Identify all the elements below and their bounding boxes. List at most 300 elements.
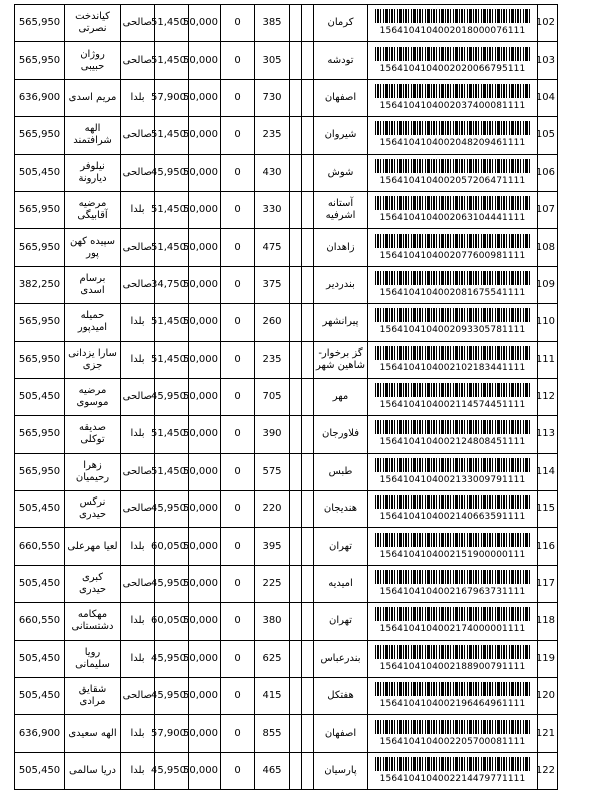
destination-city: اصفهان bbox=[314, 79, 368, 116]
tracking-code: 1564104104002214479771111 bbox=[379, 774, 526, 784]
empty-cell bbox=[290, 453, 302, 490]
zero-value: 0 bbox=[221, 678, 255, 715]
barcode-icon bbox=[375, 757, 531, 771]
weight-value: 225 bbox=[255, 565, 290, 602]
tracking-code: 1564104104002037400081111 bbox=[379, 100, 526, 111]
total-amount: 565,950 bbox=[15, 453, 65, 490]
barcode-cell bbox=[368, 603, 538, 640]
sender-name: بلدا bbox=[121, 640, 155, 677]
barcode-cell bbox=[368, 416, 538, 453]
total-amount: 565,950 bbox=[15, 191, 65, 228]
empty-cell bbox=[302, 416, 314, 453]
zero-value: 0 bbox=[221, 491, 255, 528]
recipient-name: کبری حیدری bbox=[65, 565, 121, 602]
empty-cell bbox=[290, 229, 302, 266]
recipient-name: برسام اسدی bbox=[65, 266, 121, 303]
empty-cell bbox=[290, 378, 302, 415]
total-amount: 636,900 bbox=[15, 79, 65, 116]
recipient-name: صدیقه توکلی bbox=[65, 416, 121, 453]
table-row bbox=[15, 117, 558, 154]
sender-name: صالحی bbox=[121, 678, 155, 715]
sender-name: صالحی bbox=[121, 42, 155, 79]
sender-name: بلدا bbox=[121, 603, 155, 640]
empty-cell bbox=[290, 640, 302, 677]
zero-value: 0 bbox=[221, 416, 255, 453]
barcode-icon bbox=[375, 495, 531, 509]
row-number: 103 bbox=[538, 42, 558, 79]
barcode-icon bbox=[375, 458, 531, 472]
table-row bbox=[15, 715, 558, 752]
base-fee: 50,000 bbox=[189, 491, 221, 528]
barcode-cell bbox=[368, 266, 538, 303]
table-body bbox=[15, 5, 558, 790]
base-fee: 50,000 bbox=[189, 715, 221, 752]
sender-name: صالحی bbox=[121, 5, 155, 42]
recipient-name: رویا سلیمانی bbox=[65, 640, 121, 677]
empty-cell bbox=[302, 528, 314, 565]
empty-cell bbox=[290, 341, 302, 378]
base-fee: 50,000 bbox=[189, 640, 221, 677]
destination-city: پیرانشهر bbox=[314, 304, 368, 341]
weight-value: 375 bbox=[255, 266, 290, 303]
sender-name: صالحی bbox=[121, 229, 155, 266]
destination-city: هفتکل bbox=[314, 678, 368, 715]
base-fee: 50,000 bbox=[189, 154, 221, 191]
tracking-code: 1564104104002133009791111 bbox=[379, 474, 526, 485]
empty-cell bbox=[290, 117, 302, 154]
empty-cell bbox=[290, 678, 302, 715]
total-amount: 505,450 bbox=[15, 678, 65, 715]
table-row bbox=[15, 453, 558, 490]
sender-name: صالحی bbox=[121, 565, 155, 602]
tracking-code: 1564104104002205700081111 bbox=[379, 736, 526, 747]
total-amount: 660,550 bbox=[15, 603, 65, 640]
zero-value: 0 bbox=[221, 603, 255, 640]
tracking-code: 1564104104002048209461111 bbox=[379, 138, 526, 149]
empty-cell bbox=[302, 304, 314, 341]
postage-amount: 51,450 bbox=[155, 42, 189, 79]
tracking-code: 1564104104002081675541111 bbox=[379, 287, 526, 298]
total-amount: 505,450 bbox=[15, 640, 65, 677]
table-row bbox=[15, 678, 558, 715]
empty-cell bbox=[302, 191, 314, 228]
weight-value: 385 bbox=[255, 5, 290, 42]
base-fee: 50,000 bbox=[189, 378, 221, 415]
weight-value: 305 bbox=[255, 42, 290, 79]
base-fee: 50,000 bbox=[189, 191, 221, 228]
recipient-name: مهکامه دشتستانی bbox=[65, 603, 121, 640]
zero-value: 0 bbox=[221, 715, 255, 752]
barcode-icon bbox=[375, 570, 531, 584]
empty-cell bbox=[290, 266, 302, 303]
sender-name: بلدا bbox=[121, 341, 155, 378]
sender-name: صالحی bbox=[121, 491, 155, 528]
postage-amount: 45,950 bbox=[155, 378, 189, 415]
base-fee: 50,000 bbox=[189, 266, 221, 303]
total-amount: 505,450 bbox=[15, 378, 65, 415]
empty-cell bbox=[302, 565, 314, 602]
empty-cell bbox=[302, 5, 314, 42]
sender-name: بلدا bbox=[121, 416, 155, 453]
destination-city: پارسیان bbox=[314, 752, 368, 789]
row-number: 119 bbox=[538, 640, 558, 677]
barcode-cell bbox=[368, 229, 538, 266]
empty-cell bbox=[302, 678, 314, 715]
destination-city: طبس bbox=[314, 453, 368, 490]
destination-city: مهر bbox=[314, 378, 368, 415]
zero-value: 0 bbox=[221, 154, 255, 191]
empty-cell bbox=[290, 715, 302, 752]
destination-city: فلاورجان bbox=[314, 416, 368, 453]
zero-value: 0 bbox=[221, 5, 255, 42]
weight-value: 395 bbox=[255, 528, 290, 565]
weight-value: 220 bbox=[255, 491, 290, 528]
zero-value: 0 bbox=[221, 304, 255, 341]
postage-amount: 51,450 bbox=[155, 453, 189, 490]
barcode-cell bbox=[368, 341, 538, 378]
row-number: 122 bbox=[538, 752, 558, 789]
tracking-code: 1564104104002196464961111 bbox=[379, 699, 526, 710]
recipient-name: مرضیه آقابیگی bbox=[65, 191, 121, 228]
tracking-code: 1564104104002188900791111 bbox=[379, 661, 526, 672]
destination-city: شوش bbox=[314, 154, 368, 191]
empty-cell bbox=[302, 752, 314, 789]
empty-cell bbox=[302, 341, 314, 378]
tracking-code: 1564104104002020066795111 bbox=[379, 63, 526, 74]
zero-value: 0 bbox=[221, 341, 255, 378]
postage-amount: 34,750 bbox=[155, 266, 189, 303]
table-row bbox=[15, 491, 558, 528]
empty-cell bbox=[302, 715, 314, 752]
base-fee: 50,000 bbox=[189, 304, 221, 341]
base-fee: 50,000 bbox=[189, 341, 221, 378]
postage-amount: 60,050 bbox=[155, 528, 189, 565]
total-amount: 505,450 bbox=[15, 565, 65, 602]
empty-cell bbox=[290, 79, 302, 116]
destination-city: تهران bbox=[314, 528, 368, 565]
weight-value: 330 bbox=[255, 191, 290, 228]
total-amount: 505,450 bbox=[15, 491, 65, 528]
zero-value: 0 bbox=[221, 752, 255, 789]
destination-city: کرمان bbox=[314, 5, 368, 42]
tracking-code: 1564104104002140663591111 bbox=[379, 512, 526, 523]
recipient-name: سپیده کهن پور bbox=[65, 229, 121, 266]
empty-cell bbox=[290, 416, 302, 453]
zero-value: 0 bbox=[221, 229, 255, 266]
postage-amount: 51,450 bbox=[155, 229, 189, 266]
table-row bbox=[15, 752, 558, 789]
postage-amount: 57,900 bbox=[155, 79, 189, 116]
total-amount: 565,950 bbox=[15, 117, 65, 154]
zero-value: 0 bbox=[221, 117, 255, 154]
sender-name: بلدا bbox=[121, 715, 155, 752]
row-number: 107 bbox=[538, 191, 558, 228]
empty-cell bbox=[290, 5, 302, 42]
shipment-table bbox=[14, 4, 558, 790]
row-number: 112 bbox=[538, 378, 558, 415]
table-row bbox=[15, 42, 558, 79]
table-row bbox=[15, 229, 558, 266]
base-fee: 50,000 bbox=[189, 229, 221, 266]
empty-cell bbox=[302, 453, 314, 490]
total-amount: 565,950 bbox=[15, 341, 65, 378]
barcode-cell bbox=[368, 528, 538, 565]
recipient-name: شقایق مرادی bbox=[65, 678, 121, 715]
row-number: 116 bbox=[538, 528, 558, 565]
barcode-cell bbox=[368, 453, 538, 490]
empty-cell bbox=[302, 229, 314, 266]
recipient-name: کیاندخت نصرتی bbox=[65, 5, 121, 42]
table-row bbox=[15, 528, 558, 565]
total-amount: 565,950 bbox=[15, 304, 65, 341]
base-fee: 50,000 bbox=[189, 678, 221, 715]
postage-amount: 45,950 bbox=[155, 491, 189, 528]
weight-value: 625 bbox=[255, 640, 290, 677]
destination-city: زاهدان bbox=[314, 229, 368, 266]
empty-cell bbox=[302, 378, 314, 415]
row-number: 108 bbox=[538, 229, 558, 266]
barcode-cell bbox=[368, 5, 538, 42]
empty-cell bbox=[290, 528, 302, 565]
barcode-cell bbox=[368, 79, 538, 116]
sender-name: بلدا bbox=[121, 752, 155, 789]
barcode-cell bbox=[368, 565, 538, 602]
row-number: 117 bbox=[538, 565, 558, 602]
sender-name: صالحی bbox=[121, 378, 155, 415]
destination-city: آستانه اشرفیه bbox=[314, 191, 368, 228]
weight-value: 235 bbox=[255, 117, 290, 154]
tracking-code: 1564104104002102183441111 bbox=[379, 362, 526, 373]
recipient-name: سارا یزدانی جزی bbox=[65, 341, 121, 378]
table-row bbox=[15, 378, 558, 415]
tracking-code: 1564104104002167963731111 bbox=[379, 587, 526, 598]
empty-cell bbox=[302, 266, 314, 303]
tracking-code: 1564104104002057206471111 bbox=[379, 175, 526, 186]
total-amount: 565,950 bbox=[15, 229, 65, 266]
postage-amount: 45,950 bbox=[155, 752, 189, 789]
barcode-cell bbox=[368, 154, 538, 191]
row-number: 113 bbox=[538, 416, 558, 453]
base-fee: 50,000 bbox=[189, 565, 221, 602]
empty-cell bbox=[290, 304, 302, 341]
weight-value: 260 bbox=[255, 304, 290, 341]
weight-value: 415 bbox=[255, 678, 290, 715]
row-number: 118 bbox=[538, 603, 558, 640]
sender-name: بلدا bbox=[121, 191, 155, 228]
barcode-icon bbox=[375, 645, 531, 659]
row-number: 105 bbox=[538, 117, 558, 154]
barcode-icon bbox=[375, 9, 531, 23]
base-fee: 50,000 bbox=[189, 453, 221, 490]
weight-value: 465 bbox=[255, 752, 290, 789]
barcode-icon bbox=[375, 682, 531, 696]
barcode-cell bbox=[368, 678, 538, 715]
zero-value: 0 bbox=[221, 42, 255, 79]
base-fee: 50,000 bbox=[189, 752, 221, 789]
empty-cell bbox=[290, 752, 302, 789]
barcode-icon bbox=[375, 533, 531, 547]
barcode-icon bbox=[375, 121, 531, 135]
postage-amount: 51,450 bbox=[155, 117, 189, 154]
base-fee: 50,000 bbox=[189, 117, 221, 154]
postage-amount: 51,450 bbox=[155, 304, 189, 341]
recipient-name: روژان حبیبی bbox=[65, 42, 121, 79]
table-row bbox=[15, 5, 558, 42]
table-row bbox=[15, 154, 558, 191]
barcode-icon bbox=[375, 234, 531, 248]
zero-value: 0 bbox=[221, 565, 255, 602]
recipient-name: نیلوفر دیارونة bbox=[65, 154, 121, 191]
weight-value: 475 bbox=[255, 229, 290, 266]
barcode-cell bbox=[368, 42, 538, 79]
postage-amount: 51,450 bbox=[155, 191, 189, 228]
zero-value: 0 bbox=[221, 378, 255, 415]
barcode-icon bbox=[375, 720, 531, 734]
table-row bbox=[15, 191, 558, 228]
zero-value: 0 bbox=[221, 79, 255, 116]
barcode-cell bbox=[368, 640, 538, 677]
base-fee: 50,000 bbox=[189, 42, 221, 79]
barcode-icon bbox=[375, 607, 531, 621]
barcode-cell bbox=[368, 715, 538, 752]
row-number: 114 bbox=[538, 453, 558, 490]
barcode-cell bbox=[368, 117, 538, 154]
tracking-code: 1564104104002063104441111 bbox=[379, 213, 526, 224]
row-number: 115 bbox=[538, 491, 558, 528]
destination-city: تودشه bbox=[314, 42, 368, 79]
barcode-icon bbox=[375, 196, 531, 210]
barcode-cell bbox=[368, 304, 538, 341]
empty-cell bbox=[290, 491, 302, 528]
recipient-name: الهه سعیدی bbox=[65, 715, 121, 752]
row-number: 106 bbox=[538, 154, 558, 191]
table-row bbox=[15, 565, 558, 602]
postage-amount: 51,450 bbox=[155, 341, 189, 378]
destination-city: بندرعباس bbox=[314, 640, 368, 677]
base-fee: 50,000 bbox=[189, 603, 221, 640]
barcode-icon bbox=[375, 84, 531, 98]
sender-name: صالحی bbox=[121, 117, 155, 154]
row-number: 110 bbox=[538, 304, 558, 341]
base-fee: 50,000 bbox=[189, 5, 221, 42]
total-amount: 505,450 bbox=[15, 752, 65, 789]
recipient-name: زهرا رحیمیان bbox=[65, 453, 121, 490]
barcode-cell bbox=[368, 491, 538, 528]
barcode-cell bbox=[368, 752, 538, 789]
weight-value: 235 bbox=[255, 341, 290, 378]
postage-amount: 60,050 bbox=[155, 603, 189, 640]
barcode-icon bbox=[375, 346, 531, 360]
row-number: 104 bbox=[538, 79, 558, 116]
empty-cell bbox=[290, 191, 302, 228]
postage-amount: 45,950 bbox=[155, 678, 189, 715]
empty-cell bbox=[302, 42, 314, 79]
table-row bbox=[15, 416, 558, 453]
postage-amount: 51,450 bbox=[155, 416, 189, 453]
recipient-name: حمیله امیدپور bbox=[65, 304, 121, 341]
recipient-name: نرگس حیدری bbox=[65, 491, 121, 528]
barcode-icon bbox=[375, 47, 531, 61]
destination-city: امیدیه bbox=[314, 565, 368, 602]
empty-cell bbox=[302, 491, 314, 528]
weight-value: 705 bbox=[255, 378, 290, 415]
zero-value: 0 bbox=[221, 453, 255, 490]
recipient-name: لعیا مهرعلی bbox=[65, 528, 121, 565]
table-row bbox=[15, 266, 558, 303]
zero-value: 0 bbox=[221, 266, 255, 303]
total-amount: 565,950 bbox=[15, 42, 65, 79]
sender-name: صالحی bbox=[121, 453, 155, 490]
row-number: 102 bbox=[538, 5, 558, 42]
barcode-cell bbox=[368, 378, 538, 415]
zero-value: 0 bbox=[221, 528, 255, 565]
destination-city: هندیجان bbox=[314, 491, 368, 528]
weight-value: 855 bbox=[255, 715, 290, 752]
destination-city: اصفهان bbox=[314, 715, 368, 752]
postage-amount: 45,950 bbox=[155, 640, 189, 677]
recipient-name: الهه شرافتمند bbox=[65, 117, 121, 154]
row-number: 121 bbox=[538, 715, 558, 752]
base-fee: 50,000 bbox=[189, 528, 221, 565]
postage-amount: 45,950 bbox=[155, 565, 189, 602]
recipient-name: مریم اسدی bbox=[65, 79, 121, 116]
barcode-cell bbox=[368, 191, 538, 228]
weight-value: 390 bbox=[255, 416, 290, 453]
recipient-name: دریا سالمی bbox=[65, 752, 121, 789]
empty-cell bbox=[302, 603, 314, 640]
destination-city: شیروان bbox=[314, 117, 368, 154]
tracking-code: 1564104104002124808451111 bbox=[379, 437, 526, 448]
table-row bbox=[15, 341, 558, 378]
total-amount: 565,950 bbox=[15, 416, 65, 453]
tracking-code: 1564104104002174000001111 bbox=[379, 624, 526, 635]
base-fee: 50,000 bbox=[189, 416, 221, 453]
weight-value: 730 bbox=[255, 79, 290, 116]
empty-cell bbox=[302, 117, 314, 154]
postage-amount: 45,950 bbox=[155, 154, 189, 191]
empty-cell bbox=[302, 154, 314, 191]
base-fee: 50,000 bbox=[189, 79, 221, 116]
sender-name: صالحی bbox=[121, 154, 155, 191]
tracking-code: 1564104104002151900000111 bbox=[379, 549, 526, 560]
sender-name: صالحی bbox=[121, 266, 155, 303]
sender-name: بلدا bbox=[121, 79, 155, 116]
empty-cell bbox=[302, 640, 314, 677]
total-amount: 565,950 bbox=[15, 5, 65, 42]
table-row bbox=[15, 304, 558, 341]
table-row bbox=[15, 603, 558, 640]
weight-value: 575 bbox=[255, 453, 290, 490]
sender-name: بلدا bbox=[121, 304, 155, 341]
total-amount: 660,550 bbox=[15, 528, 65, 565]
zero-value: 0 bbox=[221, 191, 255, 228]
empty-cell bbox=[290, 565, 302, 602]
empty-cell bbox=[290, 603, 302, 640]
empty-cell bbox=[290, 42, 302, 79]
tracking-code: 1564104104002114574451111 bbox=[379, 400, 526, 411]
tracking-code: 1564104104002093305781111 bbox=[379, 325, 526, 336]
destination-city: گز برخوار- شاهین شهر bbox=[314, 341, 368, 378]
total-amount: 505,450 bbox=[15, 154, 65, 191]
barcode-icon bbox=[375, 383, 531, 397]
zero-value: 0 bbox=[221, 640, 255, 677]
barcode-icon bbox=[375, 308, 531, 322]
total-amount: 382,250 bbox=[15, 266, 65, 303]
row-number: 109 bbox=[538, 266, 558, 303]
recipient-name: مرضیه موسوی bbox=[65, 378, 121, 415]
destination-city: بندردیر bbox=[314, 266, 368, 303]
row-number: 111 bbox=[538, 341, 558, 378]
